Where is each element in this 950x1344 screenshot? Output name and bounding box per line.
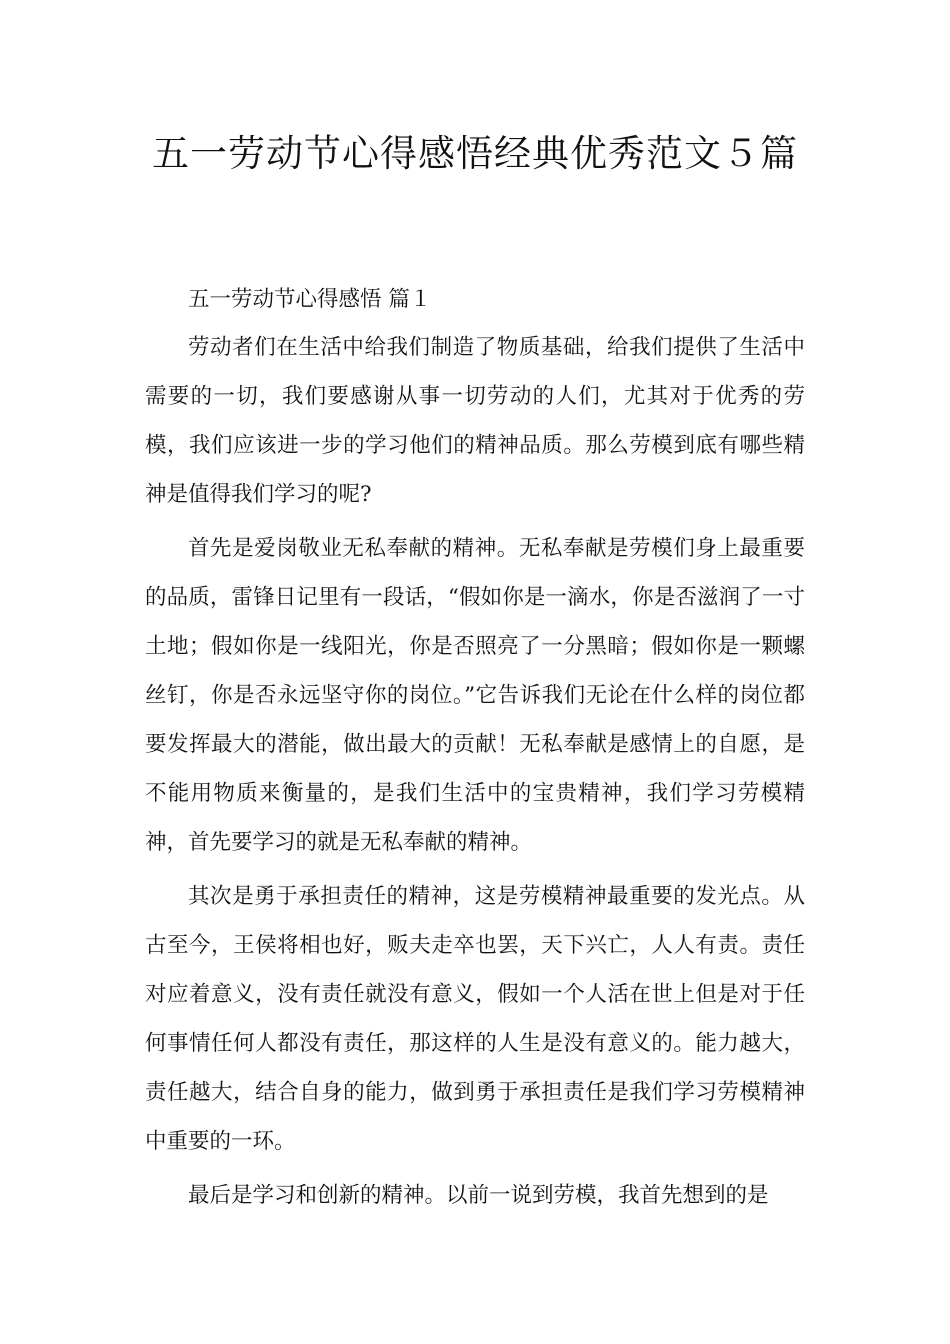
section-heading: 五一劳动节心得感悟 篇１ bbox=[188, 287, 432, 312]
paragraph-2: 首先是爱岗敬业无私奉献的精神。无私奉献是劳模们身上最重要的品质，雷锋日记里有一段话，“假如你是一滴水，你是否滋润了一寸土地；假如你是一线阳光，你是否照亮了一分黑暗；假如你是一颗螺丝钉，你是否永远坚守你的岗位。”它告诉我们无论在什么样的岗位都要发挥最大的潜能，做出最大的贡献！无私奉献是感情上的自愿，是不能用物质来衡量的，是我们生活中的宝贵精神，我们学习劳模精神，首先要学习的就是无私奉献的精神。 bbox=[145, 536, 805, 855]
document-title: 五一劳动节心得感悟经典优秀范文５篇 bbox=[152, 132, 798, 175]
paragraph-4: 最后是学习和创新的精神。以前一说到劳模，我首先想到的是 bbox=[188, 1183, 769, 1208]
paragraph-1: 劳动者们在生活中给我们制造了物质基础，给我们提供了生活中需要的一切，我们要感谢从事一切劳动的人们，尤其对于优秀的劳模，我们应该进一步的学习他们的精神品质。那么劳模到底有哪些精神是值得我们学习的呢? bbox=[145, 335, 805, 507]
document-body bbox=[145, 282, 805, 1231]
paragraph-3: 其次是勇于承担责任的精神，这是劳模精神最重要的发光点。从古至今，王侯将相也好，贩夫走卒也罢，天下兴亡，人人有责。责任对应着意义，没有责任就没有意义，假如一个人活在世上但是对于任何事情任何人都没有责任，那这样的人生是没有意义的。能力越大，责任越大，结合自身的能力，做到勇于承担责任是我们学习劳模精神中重要的一环。 bbox=[145, 884, 805, 1154]
